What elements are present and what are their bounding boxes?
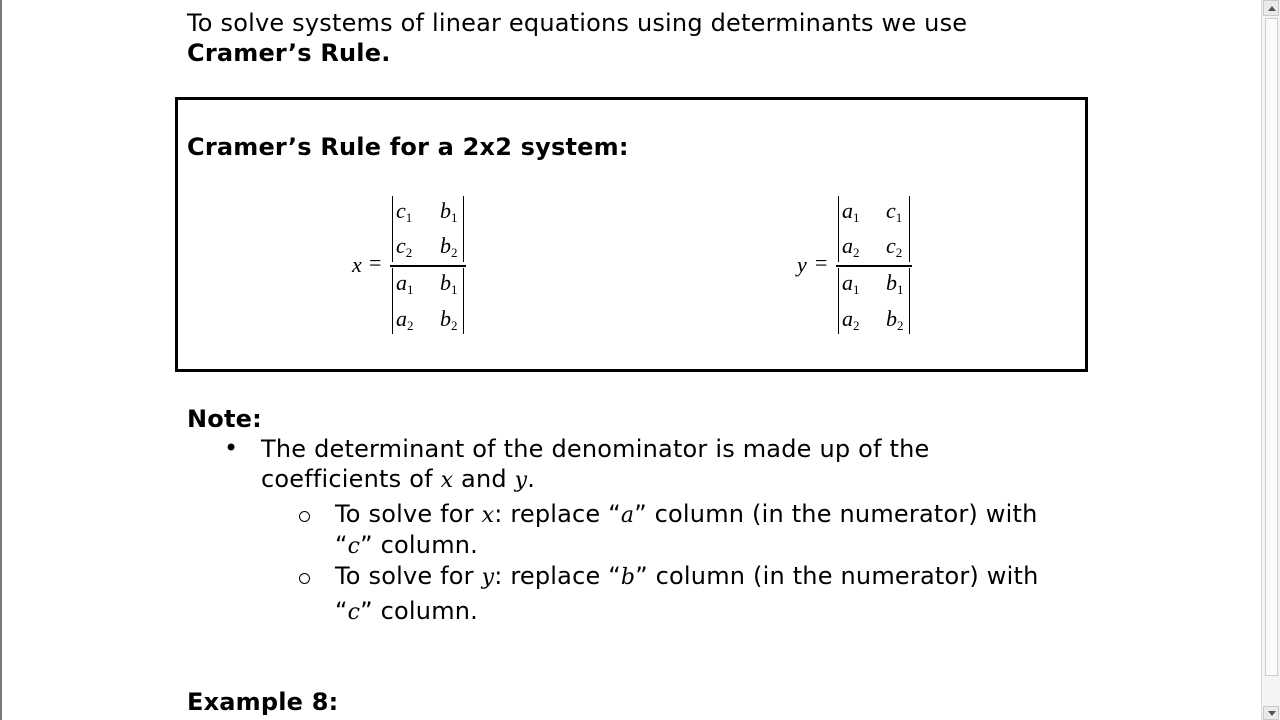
y-equals: = bbox=[815, 250, 828, 275]
sub-bullet-circle-icon bbox=[299, 511, 310, 522]
note-title: Note: bbox=[187, 405, 262, 433]
x-fraction-bar bbox=[390, 265, 466, 267]
y-den-cell: $a_2$ bbox=[842, 306, 860, 333]
scroll-up-arrow-icon[interactable] bbox=[1263, 0, 1279, 16]
y-num-cell: $a_1$ bbox=[842, 198, 860, 225]
x-den-cell: $a_1$ bbox=[396, 270, 414, 297]
sub-bullet-y-line-1: To solve for y: replace “b” column (in the numerator) with bbox=[335, 562, 1039, 590]
y-num-cell: $c_2$ bbox=[886, 233, 903, 260]
y-den-cell: $a_1$ bbox=[842, 270, 860, 297]
bullet-dot-icon: • bbox=[224, 434, 239, 462]
sub-bullet-circle-icon bbox=[299, 573, 310, 584]
bullet-line-1: The determinant of the denominator is made up of the bbox=[261, 435, 930, 463]
y-num-cell: $c_1$ bbox=[886, 198, 903, 225]
y-num-cell: $a_2$ bbox=[842, 233, 860, 260]
x-den-cell: $a_2$ bbox=[396, 306, 414, 333]
sub-bullet-y-line-2: “c” column. bbox=[335, 597, 479, 625]
window-left-border bbox=[0, 0, 2, 720]
y-den-cell: $b_2$ bbox=[886, 306, 904, 333]
scrollbar-thumb[interactable] bbox=[1265, 18, 1278, 676]
intro-bold-term: Cramer’s Rule. bbox=[187, 39, 391, 67]
vertical-scrollbar[interactable] bbox=[1261, 0, 1280, 720]
bullet-line-2: coefficients of x and y. bbox=[261, 465, 536, 493]
y-den-cell: $b_1$ bbox=[886, 270, 904, 297]
sub-bullet-x-line-2: “c” column. bbox=[335, 531, 479, 559]
scroll-down-arrow-icon[interactable] bbox=[1263, 706, 1279, 720]
example-title: Example 8: bbox=[187, 688, 339, 716]
y-fraction-bar bbox=[836, 265, 912, 267]
sub-bullet-x-line-1: To solve for x: replace “a” column (in the numerator) with bbox=[335, 500, 1038, 528]
intro-line: To solve systems of linear equations using determinants we use bbox=[187, 9, 968, 37]
x-num-cell: $c_1$ bbox=[396, 198, 413, 225]
x-lhs: x bbox=[352, 252, 362, 277]
x-den-cell: $b_1$ bbox=[440, 270, 458, 297]
x-equals: = bbox=[369, 250, 382, 275]
x-num-cell: $b_2$ bbox=[440, 233, 458, 260]
x-num-cell: $c_2$ bbox=[396, 233, 413, 260]
y-lhs: y bbox=[797, 252, 807, 277]
x-num-cell: $b_1$ bbox=[440, 198, 458, 225]
box-heading: Cramer’s Rule for a 2x2 system: bbox=[187, 133, 629, 161]
x-den-cell: $b_2$ bbox=[440, 306, 458, 333]
